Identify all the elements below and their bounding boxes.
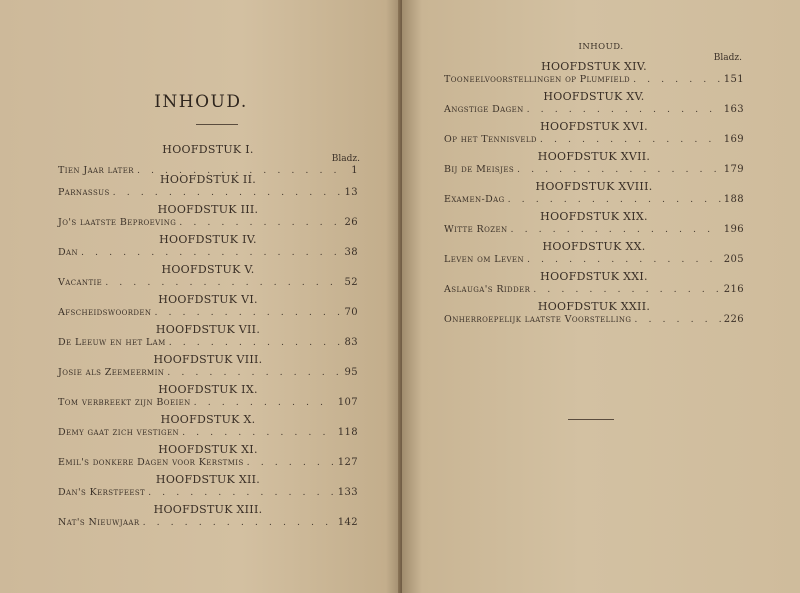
dot-leader	[633, 74, 721, 85]
chapter-heading: HOOFDSTUK X.	[160, 413, 256, 426]
dot-leader	[182, 427, 335, 438]
toc-entry[interactable]	[58, 247, 358, 261]
toc-entry-title: Emil's donkere Dagen voor Kerstmis	[58, 457, 244, 468]
toc-entry-page: 196	[723, 224, 744, 235]
toc-entry[interactable]	[58, 427, 358, 441]
dot-leader	[179, 217, 341, 228]
toc-entry-title: Afscheidswoorden	[58, 307, 152, 318]
toc-entry-page: 127	[337, 457, 358, 468]
toc-entry-title: Onherroepelijk laatste Voorstelling	[444, 314, 632, 325]
chapter-heading: HOOFDSTUK V.	[161, 263, 255, 276]
toc-entry[interactable]	[444, 164, 744, 178]
dot-leader	[508, 194, 721, 205]
toc-entry-page: 142	[337, 517, 358, 528]
chapter-heading: HOOFDSTUK XXII.	[537, 300, 651, 313]
toc-entry[interactable]	[58, 397, 358, 411]
toc-entry-page: 226	[723, 314, 744, 325]
toc-entry-title: Dan's Kerstfeest	[58, 487, 146, 498]
bladz-label: Bladz.	[713, 53, 742, 63]
toc-entry[interactable]	[58, 487, 358, 501]
toc-entry-page: 179	[723, 164, 744, 175]
toc-entry-title: Parnassus	[58, 187, 110, 198]
chapter-heading: HOOFDSTUK XVII.	[537, 150, 651, 163]
toc-entry[interactable]	[444, 194, 744, 208]
chapter-heading: HOOFDSTUK XVIII.	[535, 180, 653, 193]
toc-entry[interactable]	[444, 314, 744, 328]
toc-entry-page: 216	[723, 284, 744, 295]
dot-leader	[527, 254, 721, 265]
toc-entry-title: Examen-Dag	[444, 194, 505, 205]
toc-entry-title: Aslauga's Ridder	[444, 284, 531, 295]
title-divider	[196, 124, 238, 125]
chapter-heading: HOOFDSTUK XV.	[543, 90, 645, 103]
dot-leader	[169, 337, 342, 348]
toc-entry-page: 169	[723, 134, 744, 145]
toc-entry[interactable]	[58, 457, 358, 471]
chapter-heading: HOOFDSTUK I.	[162, 143, 254, 156]
dot-leader	[105, 277, 341, 288]
toc-entry-page: 52	[344, 277, 358, 288]
chapter-heading: HOOFDSTUK XIV.	[541, 60, 647, 73]
toc-entry-title: Tien Jaar later	[58, 165, 134, 176]
chapter-heading: HOOFDSTUK VIII.	[153, 353, 263, 366]
dot-leader	[143, 517, 335, 528]
toc-entry[interactable]	[444, 254, 744, 268]
dot-leader	[194, 397, 335, 408]
dot-leader	[634, 314, 720, 325]
toc-entry-page: 26	[344, 217, 358, 228]
toc-entry-page: 83	[344, 337, 358, 348]
dot-leader	[511, 224, 721, 235]
toc-entry-title: Jo's laatste Beproeving	[58, 217, 177, 228]
toc-entry-page: 107	[337, 397, 358, 408]
right-page	[402, 0, 800, 593]
toc-entry-title: Nat's Nieuwjaar	[58, 517, 140, 528]
toc-entry-page: 70	[344, 307, 358, 318]
toc-entry-page: 38	[344, 247, 358, 258]
chapter-heading: HOOFDSTUK III.	[157, 203, 259, 216]
chapter-heading: HOOFDSTUK XII.	[155, 473, 261, 486]
end-divider	[568, 419, 614, 420]
toc-entry-page: 205	[723, 254, 744, 265]
toc-entry-title: Dan	[58, 247, 78, 258]
toc-entry[interactable]	[58, 367, 358, 381]
chapter-heading: HOOFDSTUK XXI.	[540, 270, 648, 283]
toc-entry-page: 118	[337, 427, 358, 438]
toc-entry-page: 163	[723, 104, 744, 115]
toc-entry-page: 13	[344, 187, 358, 198]
toc-entry[interactable]	[58, 337, 358, 351]
toc-entry-title: Bij de Meisjes	[444, 164, 515, 175]
toc-entry[interactable]	[444, 134, 744, 148]
dot-leader	[247, 457, 335, 468]
toc-entry-title: Angstige Dagen	[444, 104, 524, 115]
toc-entry-title: Vacantie	[58, 277, 103, 288]
toc-entry[interactable]	[58, 517, 358, 531]
chapter-heading: HOOFDSTUK XIX.	[540, 210, 648, 223]
toc-entry-title: Tom verbreekt zijn Boeien	[58, 397, 191, 408]
chapter-heading: HOOFDSTUK VI.	[158, 293, 258, 306]
dot-leader	[540, 134, 721, 145]
toc-entry[interactable]	[444, 74, 744, 88]
dot-leader	[527, 104, 721, 115]
dot-leader	[154, 307, 341, 318]
dot-leader	[167, 367, 341, 378]
chapter-heading: HOOFDSTUK IV.	[159, 233, 257, 246]
chapter-heading: HOOFDSTUK IX.	[158, 383, 258, 396]
dot-leader	[517, 164, 721, 175]
toc-entry-page: 151	[723, 74, 744, 85]
toc-entry[interactable]	[444, 284, 744, 298]
chapter-heading: HOOFDSTUK XIII.	[153, 503, 263, 516]
toc-entry-title: Witte Rozen	[444, 224, 508, 235]
dot-leader	[148, 487, 335, 498]
toc-entry[interactable]	[58, 277, 358, 291]
toc-entry-title: Leven om Leven	[444, 254, 524, 265]
running-head: INHOUD.	[578, 42, 624, 52]
toc-entry-title: Demy gaat zich vestigen	[58, 427, 180, 438]
toc-entry-title: Josie als Zeemeermin	[58, 367, 165, 378]
chapter-heading: HOOFDSTUK VII.	[155, 323, 261, 336]
dot-leader	[113, 187, 342, 198]
toc-entry-page: 95	[344, 367, 358, 378]
dot-leader	[533, 284, 720, 295]
toc-entry-title: De Leeuw en het Lam	[58, 337, 166, 348]
dot-leader	[81, 247, 341, 258]
toc-entry[interactable]	[444, 104, 744, 118]
toc-entry-page: 1	[351, 165, 358, 176]
toc-entry-page: 133	[337, 487, 358, 498]
toc-entry-title: Tooneelvoorstellingen op Plumfield	[444, 74, 631, 85]
toc-entry[interactable]	[58, 217, 358, 231]
chapter-heading: HOOFDSTUK XVI.	[540, 120, 648, 133]
page-title: INHOUD.	[154, 92, 248, 112]
toc-entry-page: 188	[723, 194, 744, 205]
chapter-heading: HOOFDSTUK XX.	[542, 240, 646, 253]
chapter-heading: HOOFDSTUK XI.	[158, 443, 258, 456]
toc-entry[interactable]	[444, 224, 744, 238]
chapter-heading: HOOFDSTUK II.	[159, 173, 257, 186]
toc-entry[interactable]	[58, 307, 358, 321]
toc-entry[interactable]	[58, 187, 358, 201]
toc-entry-title: Op het Tennisveld	[444, 134, 537, 145]
bladz-label: Bladz.	[331, 154, 360, 164]
